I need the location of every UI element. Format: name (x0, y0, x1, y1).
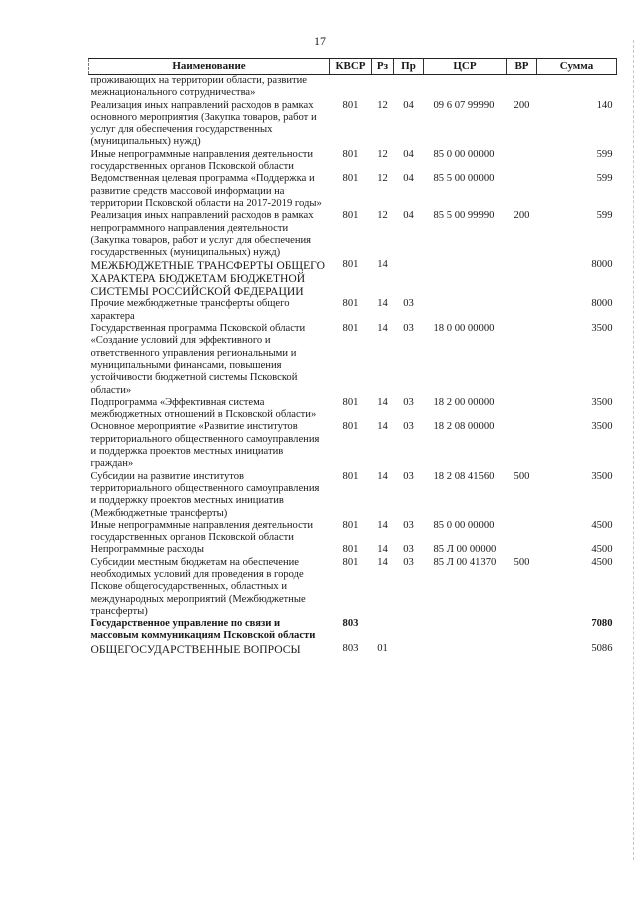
table-row (89, 397, 617, 422)
cell-csr: 85 5 00 99990 (433, 210, 495, 222)
cell-name: проживающих на территории области, развитие межнационального сотрудничества» (90, 75, 307, 99)
cell-rz: 12 (377, 210, 388, 222)
cell-rz: 12 (377, 99, 388, 111)
cell-kvsr: 801 (342, 99, 359, 111)
cell-kvsr: 801 (342, 519, 359, 531)
cell-pr (394, 618, 424, 643)
cell-pr: 03 (403, 556, 414, 568)
cell-rz: 14 (377, 421, 388, 433)
cell-pr: 04 (403, 148, 414, 160)
cell-sum: 599 (596, 148, 613, 160)
table-header (89, 59, 617, 75)
cell-pr (394, 75, 424, 100)
cell-sum: 4500 (591, 556, 613, 568)
cell-kvsr: 801 (342, 421, 359, 433)
cell-vr (507, 149, 537, 174)
cell-pr: 03 (403, 396, 414, 408)
cell-kvsr: 801 (342, 544, 359, 556)
cell-rz: 14 (377, 470, 388, 482)
table-row (89, 544, 617, 556)
cell-kvsr: 803 (342, 642, 359, 654)
cell-rz: 01 (377, 642, 388, 654)
cell-sum: 3500 (591, 421, 613, 433)
cell-csr (424, 643, 507, 656)
cell-csr: 85 0 00 00000 (433, 519, 495, 531)
header-name: Наименование (89, 59, 330, 75)
cell-sum: 3500 (591, 470, 613, 482)
page-number: 17 (314, 34, 326, 48)
cell-pr: 03 (403, 323, 414, 335)
cell-vr: 200 (513, 210, 530, 222)
cell-vr (507, 323, 537, 397)
cell-csr: 85 5 00 00000 (433, 173, 495, 185)
cell-vr (507, 544, 537, 556)
cell-sum: 7080 (591, 618, 613, 630)
cell-rz: 14 (377, 298, 388, 310)
table-row (89, 259, 617, 298)
cell-vr: 500 (513, 556, 530, 568)
cell-pr: 04 (403, 173, 414, 185)
cell-csr: 85 Л 00 41370 (433, 556, 497, 568)
cell-vr (507, 643, 537, 656)
cell-vr (507, 75, 537, 100)
cell-pr: 03 (403, 544, 414, 556)
cell-rz (372, 618, 394, 643)
cell-csr: 18 2 08 41560 (433, 470, 495, 482)
cell-kvsr: 801 (342, 323, 359, 335)
cell-kvsr: 803 (342, 618, 359, 630)
cell-pr (394, 643, 424, 656)
cell-vr (507, 259, 537, 298)
table-row (89, 643, 617, 656)
cell-sum (537, 75, 617, 100)
header-csr: ЦСР (424, 59, 507, 75)
cell-vr (507, 618, 537, 643)
header-pr: Пр (394, 59, 424, 75)
cell-rz (372, 75, 394, 100)
table-body (89, 75, 617, 656)
scan-edge-line (632, 40, 634, 860)
cell-name: Государственное управление по связи и массовым коммуникациям Псковской области (90, 618, 316, 642)
cell-vr (507, 298, 537, 323)
cell-name: Прочие межбюджетные трансферты общего характера (90, 298, 290, 322)
cell-kvsr: 801 (342, 173, 359, 185)
table-row (89, 323, 617, 397)
table-row (89, 520, 617, 545)
cell-csr (424, 259, 507, 298)
cell-vr (507, 520, 537, 545)
cell-kvsr (330, 75, 372, 100)
cell-kvsr: 801 (342, 556, 359, 568)
cell-sum: 3500 (591, 323, 613, 335)
cell-rz: 14 (377, 323, 388, 335)
cell-sum: 4500 (591, 544, 613, 556)
cell-pr: 04 (403, 99, 414, 111)
cell-name: Иные непрограммные направления деятельности государственных органов Псковской области (90, 148, 314, 173)
table-row (89, 100, 617, 149)
cell-rz: 14 (377, 259, 388, 271)
table-row (89, 210, 617, 259)
cell-name: Субсидии на развитие институтов территориального общественного самоуправления и поддержку проектов местных инициатив (Межбюджетные трансферты) (90, 470, 320, 519)
cell-name: МЕЖБЮДЖЕТНЫЕ ТРАНСФЕРТЫ ОБЩЕГО ХАРАКТЕРА БЮДЖЕТАМ БЮДЖЕТНОЙ СИСТЕМЫ РОССИЙСКОЙ ФЕДЕРАЦИИ (90, 259, 325, 299)
cell-sum: 4500 (591, 519, 613, 531)
cell-name: Подпрограмма «Эффективная система межбюджетных отношений в Псковской области» (90, 396, 317, 421)
cell-rz: 14 (377, 556, 388, 568)
cell-csr (424, 298, 507, 323)
cell-csr: 09 6 07 99990 (433, 99, 495, 111)
cell-sum: 8000 (591, 298, 613, 310)
cell-kvsr: 801 (342, 259, 359, 271)
header-sum: Сумма (537, 59, 617, 75)
cell-pr: 03 (403, 519, 414, 531)
cell-pr: 03 (403, 470, 414, 482)
cell-name: Основное мероприятие «Развитие институтов территориального общественного самоуправления и поддержка проектов местных инициатив граждан» (90, 421, 320, 470)
cell-kvsr: 801 (342, 148, 359, 160)
cell-vr (507, 397, 537, 422)
cell-kvsr: 801 (342, 396, 359, 408)
cell-vr (507, 173, 537, 210)
cell-csr: 18 0 00 00000 (433, 323, 495, 335)
cell-rz: 14 (377, 519, 388, 531)
cell-csr: 18 2 00 00000 (433, 396, 495, 408)
cell-vr: 200 (513, 99, 530, 111)
cell-csr: 18 2 08 00000 (433, 421, 495, 433)
table-row (89, 173, 617, 210)
cell-kvsr: 801 (342, 210, 359, 222)
cell-sum: 3500 (591, 396, 613, 408)
cell-name: Ведомственная целевая программа «Поддержка и развитие средств массовой информации на территории Псковской области на 2017-2019 годы» (90, 173, 322, 209)
header-kvsr: КВСР (330, 59, 372, 75)
cell-sum: 140 (596, 99, 613, 111)
cell-name: ОБЩЕГОСУДАРСТВЕННЫЕ ВОПРОСЫ (90, 642, 301, 656)
header-vr: ВР (507, 59, 537, 75)
budget-table (88, 58, 617, 656)
table-row (89, 421, 617, 470)
cell-kvsr: 801 (342, 470, 359, 482)
table-row (89, 298, 617, 323)
cell-sum: 5086 (591, 642, 613, 654)
cell-name: Государственная программа Псковской области «Создание условий для эффективного и ответственного управления региональными и муниципальными финансами, повышения устойчивости бюджетной системы Псковской области» (90, 323, 306, 396)
table-row (89, 75, 617, 100)
cell-pr: 04 (403, 210, 414, 222)
cell-pr (394, 259, 424, 298)
cell-rz: 12 (377, 148, 388, 160)
cell-csr (424, 618, 507, 643)
table-row (89, 471, 617, 520)
cell-pr: 03 (403, 421, 414, 433)
cell-vr: 500 (513, 470, 530, 482)
cell-name: Непрограммные расходы (90, 544, 204, 556)
cell-name: Субсидии местным бюджетам на обеспечение необходимых условий для проведения в городе Пскове общегосударственных, областных и международных мероприятий (Межбюджетные трансферты) (90, 556, 306, 617)
cell-sum: 599 (596, 173, 613, 185)
cell-vr (507, 421, 537, 470)
cell-rz: 12 (377, 173, 388, 185)
cell-sum: 599 (596, 210, 613, 222)
cell-kvsr: 801 (342, 298, 359, 310)
cell-pr: 03 (403, 298, 414, 310)
cell-csr: 85 0 00 00000 (433, 148, 495, 160)
table-row (89, 557, 617, 618)
cell-rz: 14 (377, 396, 388, 408)
cell-sum: 8000 (591, 259, 613, 271)
table-row (89, 618, 617, 643)
cell-csr (424, 75, 507, 100)
table-row (89, 149, 617, 174)
cell-name: Реализация иных направлений расходов в рамках основного мероприятия (Закупка товаров, работ и услуг для обеспечения государственных (муниципальных) нужд) (90, 99, 317, 148)
cell-csr: 85 Л 00 00000 (433, 544, 497, 556)
cell-name: Иные непрограммные направления деятельности государственных органов Псковской области (90, 519, 314, 544)
cell-name: Реализация иных направлений расходов в рамках непрограммного направления деятельности (Закупка товаров, работ и услуг для обеспечения государственных (муниципальных) нужд) (90, 210, 314, 259)
cell-rz: 14 (377, 544, 388, 556)
header-rz: Рз (372, 59, 394, 75)
